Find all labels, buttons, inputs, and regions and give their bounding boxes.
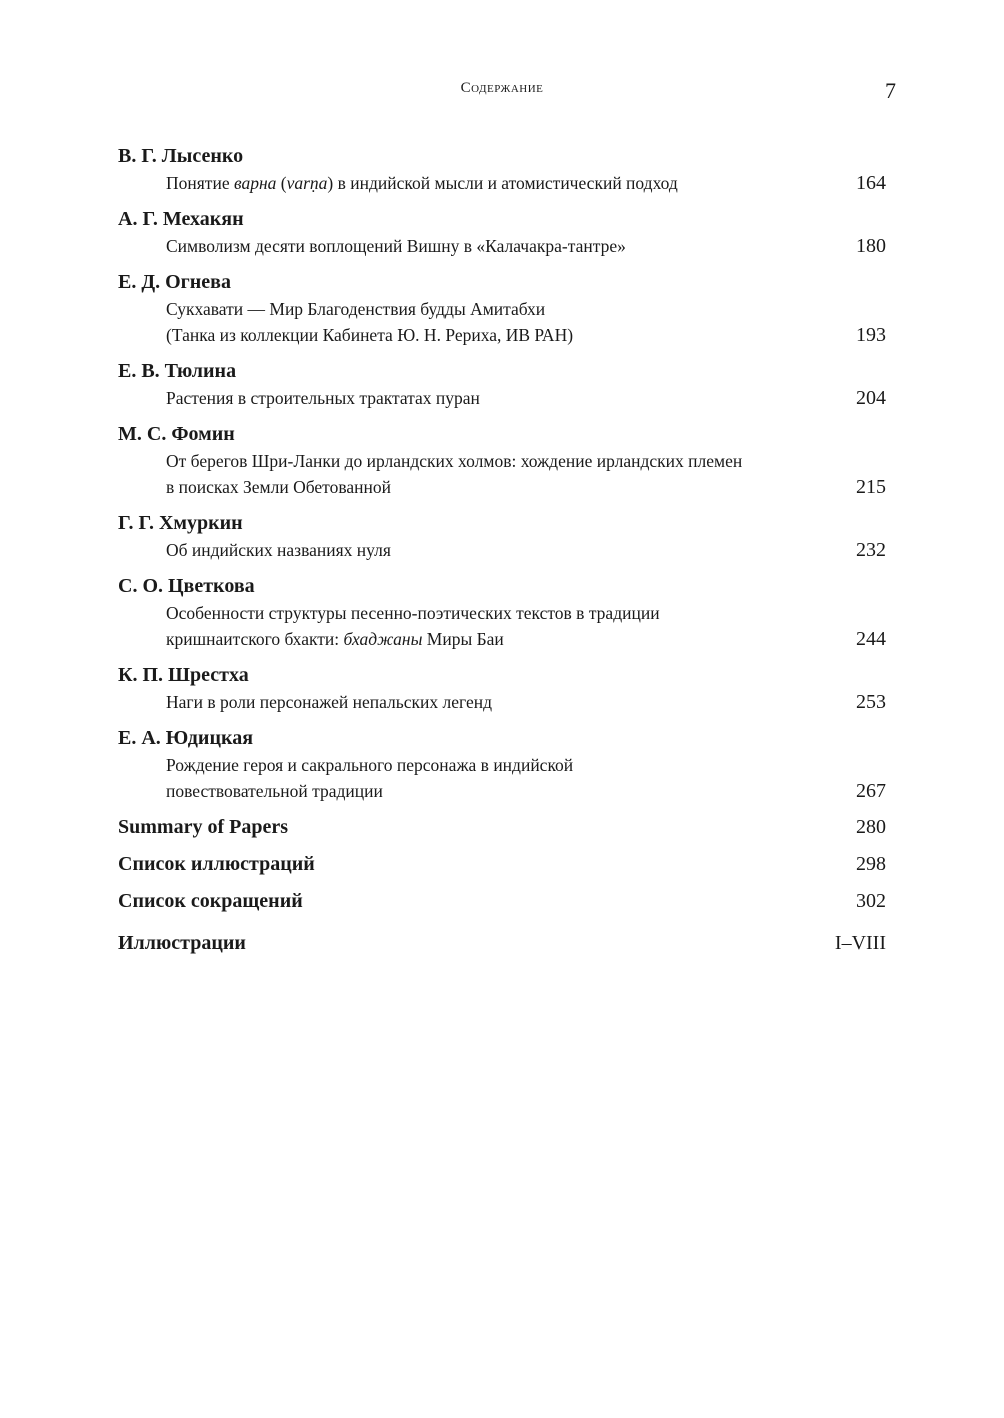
entry-page[interactable]: 244 <box>856 628 886 650</box>
section-page: 298 <box>856 853 886 875</box>
entry-author: Е. В. Тюлина <box>118 360 237 382</box>
toc-entry <box>118 573 886 652</box>
entry-title[interactable]: Сукхавати — Мир Благоденствия будды Амитабхи (Танка из коллекции Кабинета Ю. Н. Рериха, ИВ РАН) <box>166 299 574 345</box>
toc-entry <box>118 510 886 563</box>
entry-author: Е. Д. Огнева <box>118 271 231 293</box>
toc-entry <box>118 725 886 804</box>
toc-section[interactable] <box>118 851 886 878</box>
entry-author: Г. Г. Хмуркин <box>118 512 243 534</box>
toc-entry <box>118 421 886 500</box>
toc-section[interactable] <box>118 930 886 957</box>
section-page: 302 <box>856 890 886 912</box>
entry-author: В. Г. Лысенко <box>118 145 244 167</box>
entry-title[interactable]: Понятие варна (varṇa) в индийской мысли и атомистический подход <box>166 173 678 193</box>
entry-author: А. Г. Мехакян <box>118 208 244 230</box>
section-title: Список иллюстраций <box>118 853 315 875</box>
toc-entry <box>118 662 886 715</box>
section-title: Список сокращений <box>118 890 303 912</box>
entry-author: С. О. Цветкова <box>118 575 255 597</box>
entry-page[interactable]: 164 <box>856 172 886 194</box>
entry-page[interactable]: 232 <box>856 539 886 561</box>
toc-entry <box>118 269 886 348</box>
table-of-contents <box>118 143 886 967</box>
toc-entry <box>118 143 886 196</box>
entry-title[interactable]: Рождение героя и сакрального персонажа в индийской повествовательной традиции <box>166 755 574 801</box>
entry-page[interactable]: 204 <box>856 387 886 409</box>
entry-page[interactable]: 215 <box>856 476 886 498</box>
entry-title[interactable]: Растения в строительных трактатах пуран <box>166 388 480 408</box>
entry-title[interactable]: Особенности структуры песенно-поэтических текстов в традиции кришнаитского бхакти: бхаджаны Миры Баи <box>166 603 660 649</box>
section-title: Summary of Papers <box>118 816 288 838</box>
entry-page[interactable]: 267 <box>856 780 886 802</box>
section-page: I–VIII <box>834 932 886 954</box>
toc-section[interactable] <box>118 888 886 915</box>
toc-entry <box>118 206 886 259</box>
toc-entry <box>118 358 886 411</box>
entry-title[interactable]: Символизм десяти воплощений Вишну в «Калачакра-тантре» <box>166 236 626 256</box>
entry-author: К. П. Шрестха <box>118 664 249 686</box>
entry-title[interactable]: Об индийских названиях нуля <box>166 540 391 560</box>
entry-author: Е. А. Юдицкая <box>118 727 254 749</box>
entry-title[interactable]: Наги в роли персонажей непальских легенд <box>166 692 492 712</box>
toc-section[interactable] <box>118 814 886 841</box>
running-head: Содержание <box>460 80 544 96</box>
entry-title[interactable]: От берегов Шри-Ланки до ирландских холмов: хождение ирландских племен в поисках Земли Обетованной <box>166 451 743 497</box>
entry-author: М. С. Фомин <box>118 423 235 445</box>
entry-page[interactable]: 193 <box>856 324 886 346</box>
page-number: 7 <box>885 78 896 103</box>
section-title: Иллюстрации <box>118 932 246 954</box>
entry-page[interactable]: 253 <box>856 691 886 713</box>
section-page: 280 <box>856 816 886 838</box>
entry-page[interactable]: 180 <box>856 235 886 257</box>
